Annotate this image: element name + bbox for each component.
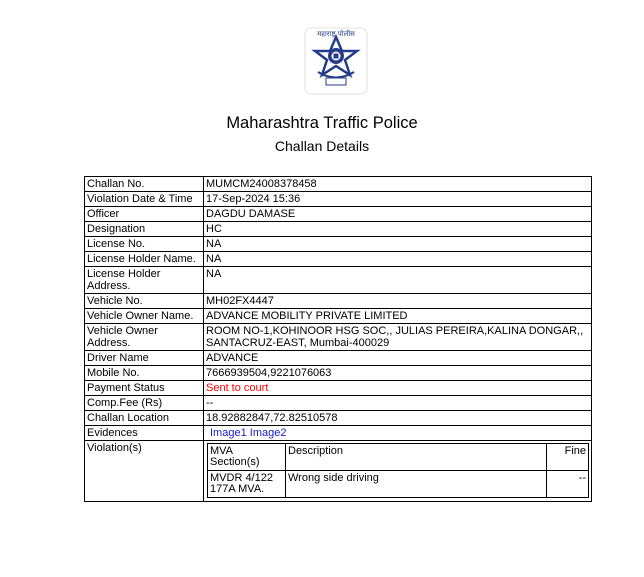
challan-no-value: MUMCM24008378458 [204,177,592,192]
table-row [85,426,592,441]
row-label-comp-fee: Comp.Fee (Rs) [85,396,204,411]
violations-header-row [208,444,589,471]
payment-status-value: Sent to court [204,381,592,396]
table-row [85,324,592,351]
violation-fine-value: -- [547,471,589,498]
row-label-license-holder-name: License Holder Name. [85,252,204,267]
row-label-vehicle-no: Vehicle No. [85,294,204,309]
comp-fee-value: -- [204,396,592,411]
violation-date-value: 17-Sep-2024 15:36 [204,192,592,207]
row-label-violation-date: Violation Date & Time [85,192,204,207]
violations-header-section: MVA Section(s) [208,444,286,471]
table-row [85,309,592,324]
row-label-vehicle-owner-address: Vehicle Owner Address. [85,324,204,351]
table-row [85,177,592,192]
row-label-mobile-no: Mobile No. [85,366,204,381]
table-row [85,192,592,207]
table-row [85,351,592,366]
row-label-vehicle-owner-name: Vehicle Owner Name. [85,309,204,324]
table-row [85,267,592,294]
vehicle-no-value: MH02FX4447 [204,294,592,309]
evidence-link-image2[interactable]: Image2 [249,427,287,439]
table-row [85,252,592,267]
row-label-designation: Designation [85,222,204,237]
mobile-no-value: 7666939504,9221076063 [204,366,592,381]
table-row [85,237,592,252]
table-row [85,441,592,502]
challan-location-value: 18.92882847,72.82510578 [204,411,592,426]
table-row [85,294,592,309]
vehicle-owner-address-value: ROOM NO-1,KOHINOOR HSG SOC,, JULIAS PEREIRA,KALINA DONGAR,, SANTACRUZ-EAST, Mumbai-400029 [204,324,592,351]
police-logo [304,27,368,95]
row-label-driver-name: Driver Name [85,351,204,366]
challan-details-table [84,176,592,502]
row-label-challan-no: Challan No. [85,177,204,192]
table-row [85,222,592,237]
table-row [85,366,592,381]
table-row [85,396,592,411]
violations-table [207,443,589,498]
violation-section-value: MVDR 4/122 177A MVA. [208,471,286,498]
evidences-cell [204,426,592,441]
page-subtitle: Challan Details [274,138,370,154]
violation-description-value: Wrong side driving [286,471,547,498]
row-label-license-no: License No. [85,237,204,252]
violations-row [208,471,589,498]
violations-header-description: Description [286,444,547,471]
row-label-violations: Violation(s) [85,441,204,502]
table-row [85,411,592,426]
table-row [85,381,592,396]
driver-name-value: ADVANCE [204,351,592,366]
designation-value: HC [204,222,592,237]
row-label-license-holder-address: License Holder Address. [85,267,204,294]
page-title: Maharashtra Traffic Police [226,114,418,132]
violations-header-fine: Fine [547,444,589,471]
logo-text: महाराष्ट्र पोलीस [317,30,355,38]
vehicle-owner-name-value: ADVANCE MOBILITY PRIVATE LIMITED [204,309,592,324]
license-holder-name-value: NA [204,252,592,267]
license-no-value: NA [204,237,592,252]
row-label-officer: Officer [85,207,204,222]
row-label-challan-location: Challan Location [85,411,204,426]
table-row [85,207,592,222]
license-holder-address-value: NA [204,267,592,294]
row-label-evidences: Evidences [85,426,204,441]
violations-cell [204,441,592,502]
row-label-payment-status: Payment Status [85,381,204,396]
evidence-link-image1[interactable]: Image1 [210,427,247,439]
officer-value: DAGDU DAMASE [204,207,592,222]
